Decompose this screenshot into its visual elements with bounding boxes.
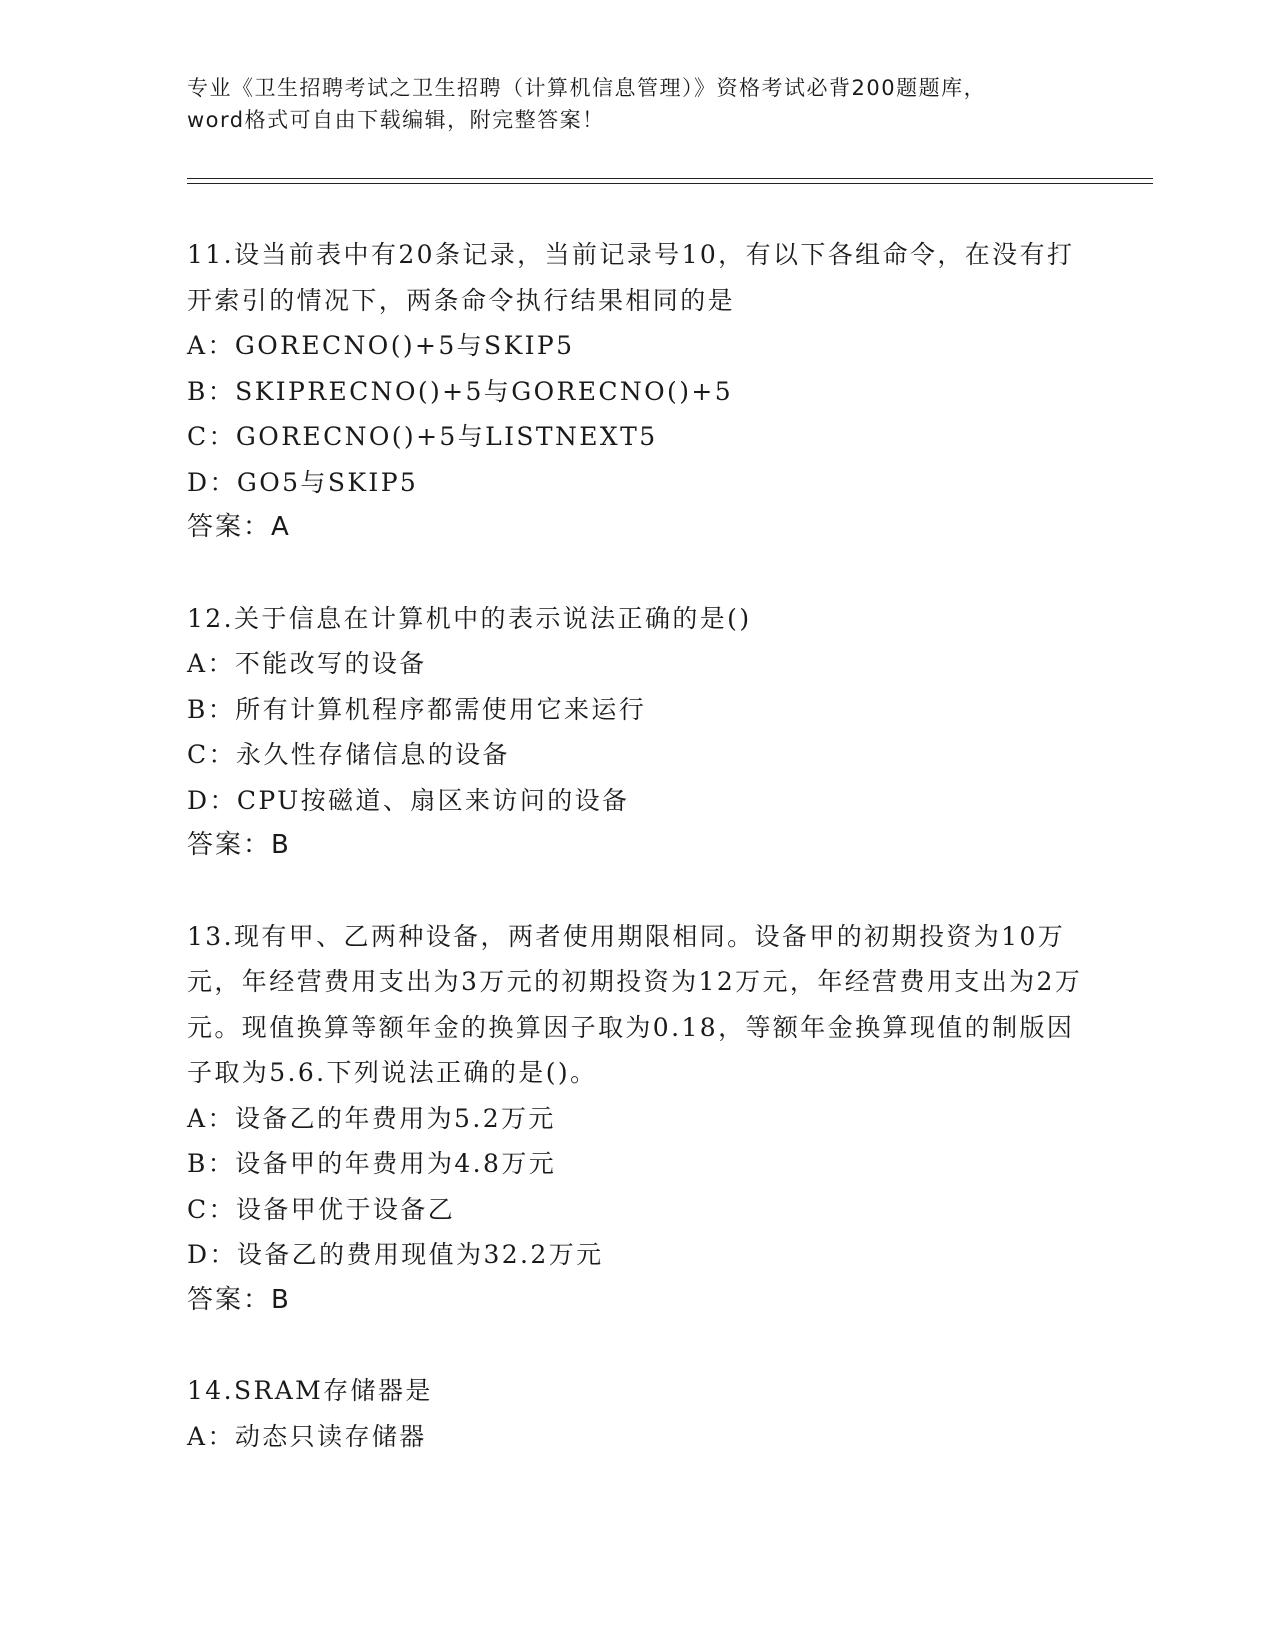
header-divider-bottom [187,183,1153,184]
header-divider-top [187,178,1153,179]
option-b: B：所有计算机程序都需使用它来运行 [187,694,647,724]
question-list [187,232,1087,1459]
header-line-1: 专业《卫生招聘考试之卫生招聘（计算机信息管理）》资格考试必背200题题库， [187,76,987,100]
answer: 答案：B [187,830,291,860]
question-13 [187,914,1087,1324]
answer: 答案：B [187,1284,291,1315]
option-c: C：GORECNO()+5与LISTNEXT5 [187,422,658,451]
option-a: A：动态只读存储器 [187,1421,427,1451]
option-c: C：设备甲优于设备乙 [187,1194,456,1224]
document-header [187,72,1087,136]
option-d: D：GO5与SKIP5 [187,467,419,497]
header-line-2: word格式可自由下载编辑，附完整答案！ [187,108,605,132]
answer: 答案：A [187,512,291,542]
question-14 [187,1368,1087,1459]
option-d: D：设备乙的费用现值为32.2万元 [187,1240,604,1269]
option-b: B：SKIPRECNO()+5与GORECNO()+5 [187,376,734,406]
option-a: A：GORECNO()+5与SKIP5 [187,331,575,360]
question-text: 14.SRAM存储器是 [187,1376,433,1405]
option-a: A：设备乙的年费用为5.2万元 [187,1103,556,1133]
question-text: 13.现有甲、乙两种设备，两者使用期限相同。设备甲的初期投资为10万元，年经营费用支出为3万元的初期投资为12万元，年经营费用支出为2万元。现值换算等额年金的换算因子取为0.18，等额年金换算现值的制版因子取为5.6.下列说法正确的是()。 [187,921,1083,1087]
option-b: B：设备甲的年费用为4.8万元 [187,1149,557,1178]
question-11 [187,232,1087,551]
question-12 [187,596,1087,869]
question-text: 12.关于信息在计算机中的表示说法正确的是() [187,603,752,633]
option-d: D：CPU按磁道、扇区来访问的设备 [187,785,630,815]
option-a: A：不能改写的设备 [187,649,427,678]
option-c: C：永久性存储信息的设备 [187,740,510,769]
question-text: 11.设当前表中有20条记录，当前记录号10，有以下各组命令，在没有打开索引的情况下，两条命令执行结果相同的是 [187,240,1075,315]
